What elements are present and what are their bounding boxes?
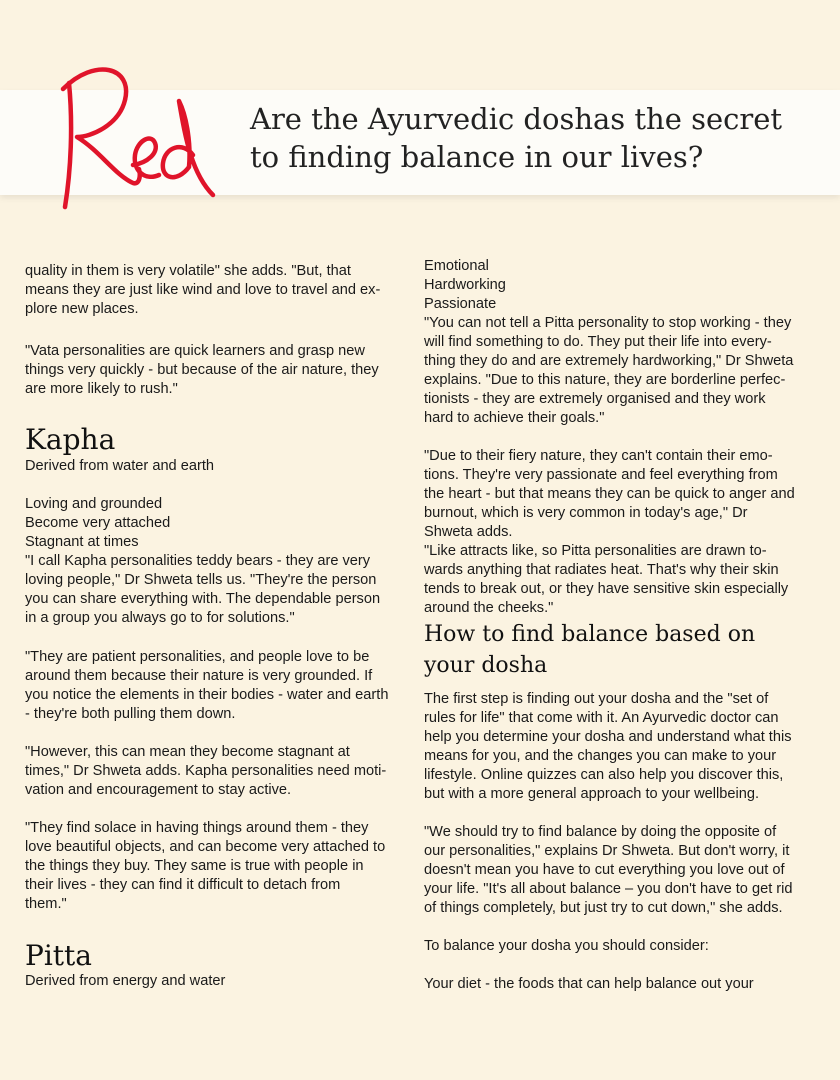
text-line: of things completely, but just try to cut down," she adds. <box>424 900 783 916</box>
text-line: "I call Kapha personalities teddy bears - they are very <box>25 553 371 569</box>
text-line: Emotional <box>424 258 489 274</box>
text-line: our personalities," explains Dr Shweta. But don't worry, it <box>424 843 790 859</box>
text-line: things very quickly - but because of the air nature, they <box>25 362 379 378</box>
text-line: "They find solace in having things around them - they <box>25 820 369 836</box>
text-line: but with a more general approach to your wellbeing. <box>424 786 760 802</box>
text-line: lifestyle. Online quizzes can also help you discover this, <box>424 767 784 783</box>
text-line: plore new places. <box>25 301 139 317</box>
text-line: Loving and grounded <box>25 496 163 512</box>
text-line: will find something to do. They put their life into every- <box>424 334 772 350</box>
section-heading: How to find balance based on <box>424 622 756 647</box>
text-line: means for you, and the changes you can make to your <box>424 748 777 764</box>
text-line: in a group you always go to for solutions." <box>25 610 295 626</box>
red-logo-icon <box>55 55 225 220</box>
text-line: times," Dr Shweta adds. Kapha personalities need moti- <box>25 763 387 779</box>
text-line: To balance your dosha you should consider: <box>424 938 709 954</box>
text-line: "However, this can mean they become stagnant at <box>25 744 350 760</box>
text-line: "Like attracts like, so Pitta personalities are drawn to- <box>424 543 767 559</box>
text-line: quality in them is very volatile" she adds. "But, that <box>25 263 351 279</box>
text-line: Passionate <box>424 296 497 312</box>
text-line: your life. "It's all about balance – you don't have to get rid <box>424 881 793 897</box>
text-line: help you determine your dosha and understand what this <box>424 729 792 745</box>
text-line: tionists - they are extremely organised and they work <box>424 391 766 407</box>
article-headline <box>250 100 830 176</box>
section-heading: your dosha <box>424 653 548 678</box>
text-line: burnout, which is very common in today's age," Dr <box>424 505 748 521</box>
headline-line-2: to finding balance in our lives? <box>250 140 704 174</box>
text-line: rules for life" that come with it. An Ayurvedic doctor can <box>424 710 779 726</box>
text-line: "We should try to find balance by doing the opposite of <box>424 824 777 840</box>
text-line: you notice the elements in their bodies - water and earth <box>25 687 389 703</box>
text-line: loving people," Dr Shweta tells us. "They're the person <box>25 572 377 588</box>
text-line: Shweta adds. <box>424 524 513 540</box>
text-line: vation and encouragement to stay active. <box>25 782 292 798</box>
text-line: Become very attached <box>25 515 171 531</box>
text-line: "Vata personalities are quick learners and grasp new <box>25 343 365 359</box>
text-line: them." <box>25 896 67 912</box>
text-line: Hardworking <box>424 277 506 293</box>
text-line: around them because their nature is very grounded. If <box>25 668 373 684</box>
text-line: Stagnant at times <box>25 534 139 550</box>
text-line: you can share everything with. The dependable person <box>25 591 381 607</box>
text-line: the heart - but that means they can be quick to anger and <box>424 486 795 502</box>
text-line: explains. "Due to this nature, they are borderline perfec- <box>424 372 786 388</box>
text-line: The first step is finding out your dosha and the "set of <box>424 691 769 707</box>
text-line: tends to break out, or they have sensitive skin especially <box>424 581 789 597</box>
text-line: - they're both pulling them down. <box>25 706 236 722</box>
text-line: love beautiful objects, and can become very attached to <box>25 839 386 855</box>
text-line: Derived from energy and water <box>25 973 226 989</box>
text-line: means they are just like wind and love to travel and ex- <box>25 282 381 298</box>
text-line: doesn't mean you have to cut everything you love out of <box>424 862 785 878</box>
text-line: "Due to their fiery nature, they can't contain their emo- <box>424 448 773 464</box>
text-line: tions. They're very passionate and feel everything from <box>424 467 778 483</box>
headline-line-1: Are the Ayurvedic doshas the secret <box>250 102 783 136</box>
text-line: Your diet - the foods that can help balance out your <box>424 976 754 992</box>
text-line: "They are patient personalities, and people love to be <box>25 649 370 665</box>
text-line: around the cheeks." <box>424 600 554 616</box>
section-heading: Kapha <box>25 423 116 456</box>
text-line: their lives - they can find it difficult to detach from <box>25 877 341 893</box>
text-line: hard to achieve their goals." <box>424 410 605 426</box>
text-line: Derived from water and earth <box>25 458 214 474</box>
text-line: the things they buy. They same is true with people in <box>25 858 364 874</box>
text-line: wards anything that radiates heat. That's why their skin <box>424 562 779 578</box>
section-heading: Pitta <box>25 939 92 972</box>
text-line: thing they do and are extremely hardworking," Dr Shweta <box>424 353 794 369</box>
text-line: are more likely to rush." <box>25 381 178 397</box>
text-line: "You can not tell a Pitta personality to stop working - they <box>424 315 792 331</box>
